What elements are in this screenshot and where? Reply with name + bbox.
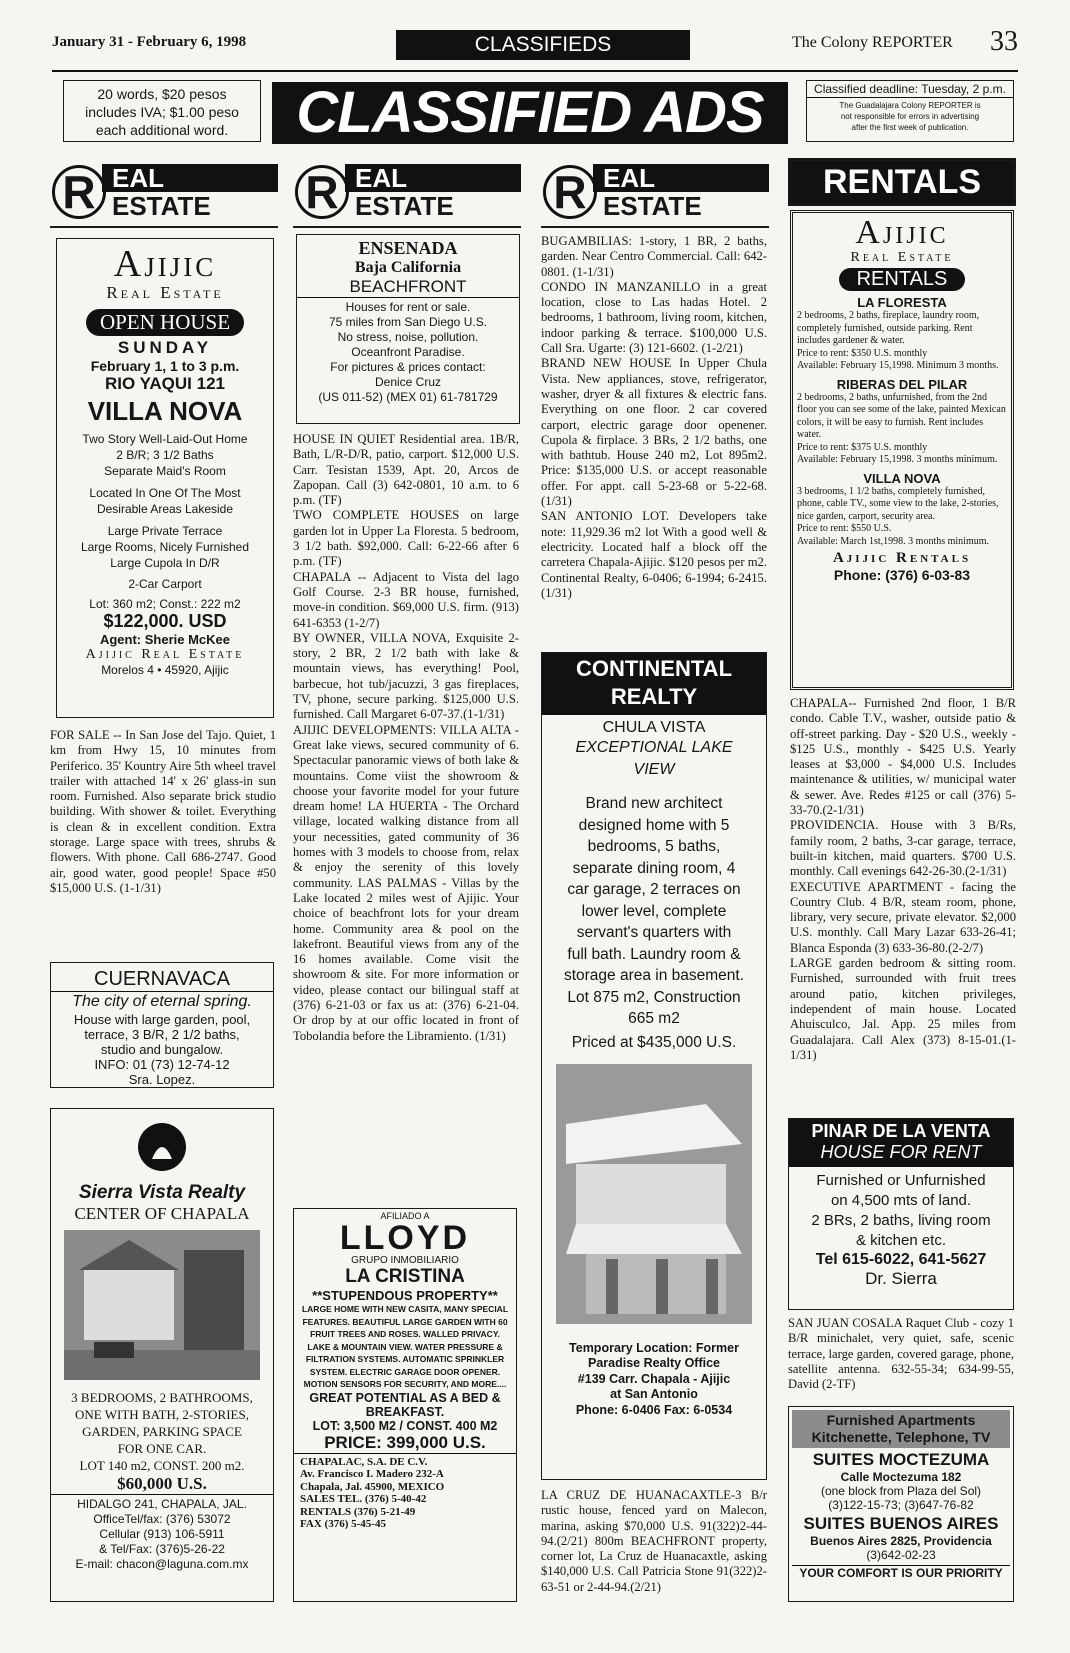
deadline-box: [806, 80, 1014, 142]
col2-ads: [293, 432, 519, 1044]
p1-body: 2 bedrooms, 2 baths, fireplace, laundry room, completely furnished, outside parking. Rent includes gardener & water.: [797, 310, 980, 346]
r-icon: R: [543, 165, 597, 219]
estate-label: ESTATE: [355, 191, 454, 221]
villa-nova: VILLA NOVA: [87, 396, 243, 426]
comfort-slogan: YOUR COMFORT IS OUR PRIORITY: [792, 1565, 1010, 1580]
ajijic-rentals-phone: Phone: (376) 6-03-83: [833, 567, 971, 583]
continental-title: [542, 653, 766, 715]
lot-size: Lot: 360 m2; Const.: 222 m2: [89, 597, 241, 611]
la-cruz-ad: LA CRUZ DE HUANACAXTLE-3 B/r rustic house, fenced yard on Malecon, marina, asking $70,000 U.S. 91(322)2-44-94.(2/21) 800m BEACHFRONT property, corner lot, La Cruz de Huanacaxtle, asking $140,000 U.S. Call Patricia Stone 91(322)2-63-51 or 2-44-94.(2/21): [541, 1488, 767, 1594]
pinar-ad: [788, 1118, 1014, 1310]
continental-price: Priced at $435,000 U.S.: [571, 1033, 737, 1051]
cuernavaca-ad: [50, 962, 274, 1088]
p1-avail: Available: February 15,1998. Minimum 3 months.: [797, 360, 999, 371]
cuernavaca-title: CUERNAVACA: [51, 967, 273, 992]
sierra-price: $60,000 U.S.: [51, 1474, 273, 1495]
col2-re-header: [293, 158, 521, 228]
section-label: CLASSIFIEDS: [396, 30, 690, 60]
lloyd-body: LARGE HOME WITH NEW CASITA, MANY SPECIAL FEATURES. BEAUTIFUL LARGE GARDEN WITH 60 FRUIT TREES AND ROSES. WALLED PRIVACY. LAKE & MOUNTAIN VIEW. WATER PRESSURE & FILTRATION SYSTEMS. AUTOMATIC SPRINKLER SYSTEM. ELECTRIC GARAGE DOOR OPENER. MOTION SENSORS FOR SECURITY, AND MORE....: [301, 1304, 509, 1389]
ajijic-rentals-logo2: Real Estate: [850, 250, 954, 265]
p2-avail: Available: February 15,1998. 3 months minimum.: [797, 454, 998, 465]
open-house-pill: OPEN HOUSE: [86, 309, 244, 336]
suites-ad: [788, 1406, 1014, 1602]
p3-avail: Available: March 1st,1998. 3 months minimum.: [797, 535, 990, 547]
p1-title: LA FLORESTA: [857, 295, 947, 310]
continental-house-photo: [556, 1064, 752, 1324]
ensenada-sub2: BEACHFRONT: [297, 277, 519, 298]
ajijic-rentals-logo: Ajijic: [855, 214, 949, 251]
col4-ads: [790, 696, 1016, 1063]
p2-price: Price to rent: $375 U.S. monthly: [797, 441, 928, 453]
pinar-t2: HOUSE FOR RENT: [820, 1142, 982, 1162]
sierra-sub: CENTER OF CHAPALA: [74, 1204, 250, 1223]
continental-office: Temporary Location: Former Paradise Realty Office #139 Carr. Chapala - Ajijic at San Antonio Phone: 6-0406 Fax: 6-0534: [569, 1340, 739, 1417]
desc2: Located In One Of The Most Desirable Areas Lakeside: [89, 486, 241, 516]
issue-date: January 31 - February 6, 1998: [52, 34, 247, 50]
ad-brand-new: BRAND NEW HOUSE In Upper Chula Vista. New appliances, stove, refrigerator, washer, dryer & all fixtures & electric fans. Everything on one floor. 2 car covered carport, electric garage door openener. Cupola & firplace. 3 BRs, 2 1/2 baths, one with bathtub. House 240 m2, Lot 895m2. Price: $135,000 U.S. or accept reasonable offer. For appt. call 5-23-68 or 5-22-68. (1/31): [541, 356, 767, 509]
header-rule: [52, 70, 1018, 72]
ad-house-quiet: HOUSE IN QUIET Residential area. 1B/R, Bath, L/R-D/R, patio, carport. $12,000 U.S. Carr. Tesistan 1539, Apt. 20, Arcos de Zapopan. Call (3) 642-0801, 10 a.m. to 6 p.m. (TF): [293, 432, 519, 508]
ad-executive: EXECUTIVE APARTMENT - facing the Country Club. 4 B/R, steam room, phone, library, very secure, private elevator. $2,000 U.S. monthly. Call Mary Lazar 633-26-41; Blanca Esponda (3) 633-36-80.(2-2/7): [790, 879, 1016, 955]
lloyd-ad: [293, 1208, 517, 1602]
ensenada-ad: [296, 234, 520, 424]
deadline-text: Classified deadline: Tuesday, 2 p.m.: [807, 81, 1013, 98]
moctezuma-near: (one block from Plaza del Sol): [820, 1484, 982, 1498]
p1-price: Price to rent: $350 U.S. monthly: [797, 347, 928, 359]
open-address: RIO YAQUI 121: [104, 374, 225, 393]
la-cristina: LA CRISTINA: [345, 1266, 465, 1287]
desc3: Large Private Terrace Large Rooms, Nicely Furnished Large Cupola In D/R: [80, 524, 250, 570]
rentals-header: RENTALS: [788, 158, 1016, 206]
chula-vista: CHULA VISTA: [602, 719, 706, 736]
ensenada-phones: (US 011-52) (MEX 01) 61-781729: [318, 390, 498, 404]
r-icon: R: [295, 165, 349, 219]
ajijic-logo: Ajijic: [113, 243, 217, 285]
footer-address: Morelos 4 • 45920, Ajijic: [101, 663, 229, 677]
grupo: GRUPO INMOBILIARIO: [351, 1255, 459, 1266]
house-photo: [64, 1230, 260, 1380]
classified-ads-title: CLASSIFIED ADS: [272, 82, 788, 144]
p3-price: Price to rent: $550 U.S.: [797, 523, 892, 534]
sierra-name: Sierra Vista Realty: [78, 1182, 246, 1203]
sunday: SUNDAY: [117, 338, 213, 357]
lloyd-price: PRICE: 399,000 U.S.: [294, 1433, 516, 1454]
p3-body: 3 bedrooms, 1 1/2 baths, completely furnished, phone, cable TV., some view to the lake, 2-stories, nice garden, carport, security area.: [797, 485, 999, 522]
page-number: 33: [990, 26, 1018, 57]
sierra-body: 3 BEDROOMS, 2 BATHROOMS, ONE WITH BATH, 2-STORIES, GARDEN, PARKING SPACE FOR ONE CAR. LOT 140 m2, CONST. 200 m2.: [71, 1390, 253, 1473]
lloyd-lot: LOT: 3,500 M2 / CONST. 400 M2: [312, 1418, 498, 1433]
pinar-name: Dr. Sierra: [865, 1269, 937, 1288]
ajijic-open-house-ad: [56, 238, 274, 718]
moctezuma-tel: (3)122-15-73; (3)647-76-82: [828, 1498, 974, 1512]
ad-manzanillo: CONDO IN MANZANILLO in a great location, close to Las hadas Hotel. 2 bedrooms, 1 bathroom, living room, kitchen, indoor parking & terrace. $100,000 U.S. Call Sra. Ugarte: (3) 121-6602. (1-2/21): [541, 279, 767, 356]
for-sale-ad: FOR SALE -- In San Jose del Tajo. Quiet, 1 km from Hwy 15, 10 minutes from Periferico. 35' Kountry Aire 5th wheel travel trailer with attached 14' x 26' glass-in sun room. Furnished. Also separate brick studio building. With shower & toilet. Everything is clean & in excellent condition. Extra storage. Large space with trees, shrubs & flowers. With phone. Call 686-2747. Good air, good water, good people! Space #50 $15,000 U.S. (1-1/31): [50, 728, 276, 895]
agent: Agent: Sherie McKee: [99, 632, 231, 647]
ad-ajijic-developments: AJIJIC DEVELOPMENTS: VILLA ALTA - Great lake views, secured community of 6. Spectacular panoramic views of both lake & mountains. Come viist the showroom & choose your favorite model for your future dream home! LA HUERTA - The Orchard village, located walking distance from all your necessities, gated community of 36 homes with 3 models to choose from, relax & enjoy the serenity of this lovely community. LAS PALMAS - Villas by the Lake located 2 miles west of Ajijic. Your choice of beachfront lots for your dream home. Community area & pool on the lakefront. Beautiful views from any of the 16 homes available. Come visit the showroom & site. For more information or video, please contact our bilingual staff at (376) 6-21-03 or fax us at: (376) 6-21-04. Or drop by at our offic located in front of Tobolandia before the Libramiento. (1/31): [293, 722, 519, 1043]
ad-san-antonio: SAN ANTONIO LOT. Developers take note: 11,929.36 m2 lot With a good well & electricity. Located half a block off the carretera Chapala-Ajijic. $120 pesos per m2. Continental Realty, 6-0406; 6-1994; 6-2415. (1/31): [541, 509, 767, 600]
continental-body: Brand new architect designed home with 5 bedrooms, 5 baths, separate dining room, 4 car garage, 2 terraces on lower level, complete servant's quarters with full bath. Laundry room & storage area in basement. Lot 875 m2, Construction 665 m2: [563, 795, 745, 1027]
r-icon: R: [52, 165, 106, 219]
ensenada-sub1: Baja California: [354, 259, 462, 276]
p2-body: 2 bedrooms, 2 baths, unfurnished, from the 2nd floor you can see some of the lake, painted Mexican colors, it will be easy to furnish. Rent includes water.: [797, 391, 1006, 440]
p3-title: VILLA NOVA: [863, 470, 941, 486]
footer-logo: Ajijic Real Estate: [85, 647, 245, 662]
ajijic-rentals-ad: [790, 210, 1014, 690]
lloyd-logo: LLOYD: [339, 1219, 471, 1257]
paper-name: The Colony REPORTER: [792, 34, 953, 51]
ad-bugambilias: BUGAMBILIAS: 1-story, 1 BR, 2 baths, garden. Near Centro Commercial. Call: 642-0801. (1-1/31): [541, 234, 767, 279]
ad-by-owner: BY OWNER, VILLA NOVA, Exquisite 2-story, 2 BR, 2 1/2 bath with lake & mountain views, has everything! Pool, barbecue, hot tub/jacuzzi, 3 gas fireplaces, TV, phone, secure parking. $125,000 U.S. furnished. Call Margaret 6-07-37.(1-1/31): [293, 630, 519, 722]
continental-name2: REALTY: [610, 684, 698, 709]
price: $122,000. USD: [103, 611, 227, 631]
estate-label: ESTATE: [603, 191, 702, 221]
buenos-aires-tel: (3)642-02-23: [866, 1548, 936, 1562]
ensenada-title: ENSENADA: [358, 238, 458, 258]
estate-label: ESTATE: [112, 191, 211, 221]
ad-large-garden: LARGE garden bedroom & sitting room. Furnished, surrounded with fruit trees around patio, kitchen privileges, independent of main house. Located Ahuisculco, Jal. App. 25 miles from Guadalajara. Call Alex (373) 8-15-01.(1-1/31): [790, 956, 1016, 1062]
pinar-body: Furnished or Unfurnished on 4,500 mts of land. 2 BRs, 2 baths, living room & kitchen etc.: [811, 1172, 991, 1249]
pinar-title: [789, 1119, 1013, 1167]
lloyd-potential: GREAT POTENTIAL AS A BED & BREAKFAST.: [309, 1390, 501, 1419]
ad-chapala-rental: CHAPALA-- Furnished 2nd floor, 1 B/R condo. Cable T.V., washer, outside patio & off-street parking. Day - $20 U.S., weekly - $125 U.S., monthly - $425 U.S. Yearly leases at $3,000 - $4,000 U.S. Includes maintenance & utilities, w/ municipal water & sewer. Ave. Redes #125 or call (376) 5-33-70.(2-1/31): [790, 696, 1016, 818]
moctezuma-addr: Calle Moctezuma 182: [840, 1470, 962, 1484]
ad-chapala: CHAPALA -- Adjacent to Vista del lago Golf Course. 2-3 BR house, furnished, move-in condition. $69,000 U.S. firm. (913) 641-6353 (1-2/7): [293, 569, 519, 630]
desc1: Two Story Well-Laid-Out Home 2 B/R; 3 1/2 Baths Separate Maid's Room: [82, 432, 248, 478]
desc4: 2-Car Carport: [128, 577, 202, 591]
col3-re-header: [541, 158, 769, 228]
sierra-contact: HIDALGO 241, CHAPALA, JAL. OfficeTel/fax: (376) 53072 Cellular (913) 106-5911 & Tel/Fax: (376)5-26-22 E-mail: chacon@laguna.com.mx: [75, 1497, 249, 1571]
ajijic-rentals-footer: Ajijic Rentals: [832, 550, 972, 566]
sierra-vista-logo-icon: [132, 1117, 192, 1177]
moctezuma-title: SUITES MOCTEZUMA: [812, 1450, 990, 1469]
eal-label: EAL: [102, 164, 278, 192]
continental-headline: EXCEPTIONAL LAKE VIEW: [575, 739, 733, 778]
ad-two-houses: TWO COMPLETE HOUSES on large garden lot in Upper La Floresta. 5 bedroom, 3 1/2 bath. $92,000. Call: 6-22-66 after 6 p.m. (TF): [293, 508, 519, 569]
eal-label: EAL: [345, 164, 521, 192]
col3-ads: [541, 234, 767, 601]
cuernavaca-tagline: The city of eternal spring.: [72, 993, 252, 1010]
cuernavaca-body: House with large garden, pool, terrace, 3 B/R, 2 1/2 baths, studio and bungalow. INFO: 01 (73) 12-74-12 Sra. Lopez.: [73, 1012, 251, 1087]
real-estate-logo: Real Estate: [106, 283, 224, 302]
ad-providencia: PROVIDENCIA. House with 3 B/Rs, family room, 2 baths, 3-car garage, terrace, built-in kitchen, maid quarters. $700 U.S. monthly. Call evenings 642-26-30.(2-1/31): [790, 818, 1016, 879]
open-date: February 1, 1 to 3 p.m.: [90, 358, 240, 374]
buenos-aires-addr: Buenos Aires 2825, Providencia: [810, 1534, 992, 1548]
pinar-tel: Tel 615-6022, 641-5627: [815, 1251, 987, 1268]
stupendous: **STUPENDOUS PROPERTY**: [312, 1288, 498, 1303]
pinar-t1: PINAR DE LA VENTA: [811, 1121, 991, 1141]
disclaimer-text: The Guadalajara Colony REPORTER is not responsible for errors in advertising after the first week of publication.: [839, 101, 981, 132]
ensenada-body: Houses for rent or sale. 75 miles from San Diego U.S. No stress, noise, pollution. Oceanfront Paradise. For pictures & prices contact: Denice Cruz: [328, 300, 488, 389]
p2-title: RIBERAS DEL PILAR: [836, 376, 968, 392]
rates-box: 20 words, $20 pesos includes IVA; $1.00 peso each additional word.: [63, 80, 261, 142]
rentals-pill: RENTALS: [839, 268, 966, 291]
sierra-vista-ad: [50, 1108, 274, 1602]
col1-re-header: [50, 158, 278, 228]
san-juan-ad: SAN JUAN COSALA Raquet Club - cozy 1 B/R minichalet, very quiet, safe, scenic terrace, large garden, covered garage, phone, satellite antenna. 632-55-34; 634-99-55, David (2-TF): [788, 1316, 1014, 1392]
buenos-aires-title: SUITES BUENOS AIRES: [803, 1514, 999, 1533]
lloyd-contact: CHAPALAC, S.A. DE C.V. Av. Francisco I. Madero 232-A Chapala, Jal. 45900, MEXICO SALES TEL. (376) 5-40-42 RENTALS (376) 5-21-49 FAX (376) 5-45-45: [300, 1455, 445, 1530]
suites-banner: Furnished Apartments Kitchenette, Telephone, TV: [792, 1410, 1010, 1448]
eal-label: EAL: [593, 164, 769, 192]
afiliado: AFILIADO A: [380, 1211, 430, 1221]
continental-realty-ad: [541, 652, 767, 1480]
continental-name1: CONTINENTAL: [575, 656, 733, 681]
